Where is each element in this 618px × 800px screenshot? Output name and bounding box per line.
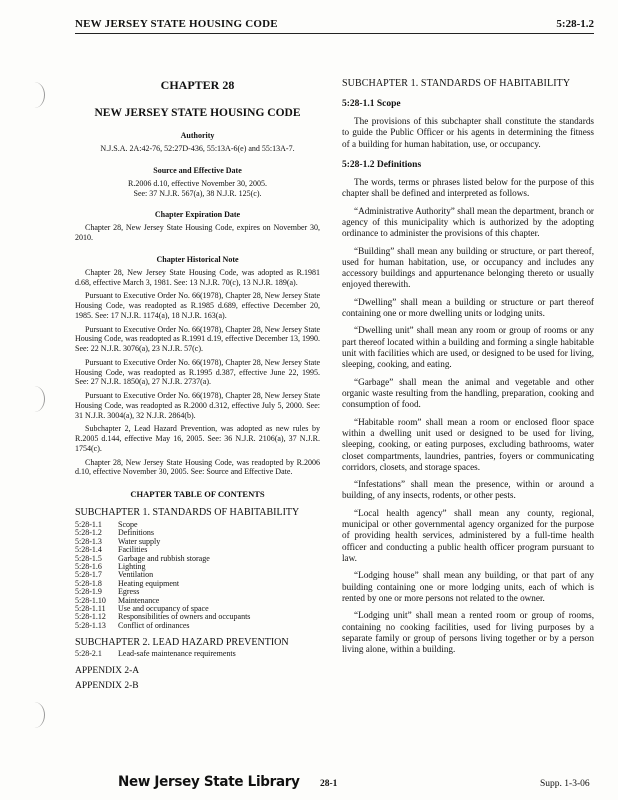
toc-subchapter-1: SUBCHAPTER 1. STANDARDS OF HABITABILITY <box>75 507 300 518</box>
appendix-a: APPENDIX 2-A <box>75 666 140 677</box>
definition-paragraph: The words, terms or phrases listed below for the purpose of this chapter shall be defined and interpreted as follows. <box>342 176 594 199</box>
definition-paragraph: “Lodging house” shall mean any building, or that part of any building containing one or more lodging units, each of which is rented by one or more persons not related to the owner. <box>342 570 594 603</box>
appendix-b: APPENDIX 2-B <box>75 681 139 692</box>
source-line: See: 37 N.J.R. 567(a), 38 N.J.R. 125(c). <box>133 188 262 198</box>
definition-paragraph: “Building” shall mean any building or structure, or part thereof, used for human habitation, use, or occupancy and includes any accessory buildings and appurtenance belonging thereto or usually enjoyed therewith. <box>342 245 594 290</box>
subchapter-title: SUBCHAPTER 1. STANDARDS OF HABITABILITY <box>342 78 571 89</box>
definition-paragraph: “Infestations” shall mean the presence, within or around a building, of any insects, rodents, or other pests. <box>342 479 594 501</box>
toc-row: 5:28-1.9 Egress <box>75 587 140 597</box>
toc-row: 5:28-1.1 Scope <box>75 520 138 529</box>
history-note: Pursuant to Executive Order No. 66(1978), Chapter 28, New Jersey State Housing Code, was readopted as R.1985 d.689, effective December 20, 1985. See: 17 N.J.R. 1174(a), 18 N.J.R. 163(a). <box>75 291 320 320</box>
definition-paragraph: “Dwelling” shall mean a building or structure or part thereof containing one or more dwelling units or lodging units. <box>342 296 594 319</box>
history-note: Chapter 28, New Jersey State Housing Code, was adopted as R.1981 d.68, effective March 3, 1981. See: 13 N.J.R. 70(c), 13 N.J.R. 189(a). <box>75 267 320 287</box>
toc-row: 5:28-1.7 Ventilation <box>75 570 154 580</box>
section-code: 5:28-1.2 <box>556 18 594 30</box>
toc-heading: CHAPTER TABLE OF CONTENTS <box>130 489 265 499</box>
section-heading-scope: 5:28-1.1 Scope <box>342 99 401 109</box>
definition-paragraph: “Local health agency” shall mean any county, regional, municipal or other governmental agency organized for the purpose of providing health services, administered by a full-time health officer and conducting a public health officer program pursuant to law. <box>342 507 594 563</box>
toc-row: 5:28-1.6 Lighting <box>75 561 146 571</box>
toc-table <box>75 650 236 658</box>
toc-subchapter-2: SUBCHAPTER 2. LEAD HAZARD PREVENTION <box>75 637 289 649</box>
history-note: Subchapter 2, Lead Hazard Prevention, was adopted as new rules by R.2005 d.144, effective May 16, 2005. See: 36 N.J.R. 2106(a), 37 N.J.R. 1754(c). <box>75 424 320 453</box>
chapter-number: CHAPTER 28 <box>160 78 235 92</box>
supplement-date: Supp. 1-3-06 <box>540 779 590 789</box>
source-line: R.2006 d.10, effective November 30, 2005. <box>128 178 267 188</box>
page-number: 28-1 <box>320 779 338 789</box>
toc-row: 5:28-1.12 Responsibilities of owners and occupants <box>75 612 251 622</box>
history-note: Pursuant to Executive Order No. 66(1978), Chapter 28, New Jersey State Housing Code, was readopted as R.1995 d.387, effective June 22, 1995. See: 27 N.J.R. 1850(a), 27 N.J.R. 2737(a). <box>75 357 320 387</box>
history-note: Pursuant to Executive Order No. 66(1978), Chapter 28, New Jersey State Housing Code, was readopted as R.2000 d.312, effective July 5, 2000. See: 31 N.J.R. 3004(a), 32 N.J.R. 2864(b). <box>75 391 320 420</box>
toc-table <box>75 521 250 630</box>
scope-text: The provisions of this subchapter shall constitute the standards to guide the Public Officer or his agents in determining the fitness of a building for human habitation, use, or occupancy. <box>342 116 594 149</box>
section-heading-definitions: 5:28-1.2 Definitions <box>342 159 422 170</box>
history-note: Chapter 28, New Jersey State Housing Code, was readopted by R.2006 d.10, effective November 30, 2005. See: Source and Effective Date. <box>75 457 320 477</box>
toc-row: 5:28-1.5 Garbage and rubbish storage <box>75 553 210 563</box>
authority-heading: Authority <box>180 131 215 140</box>
punch-hole-mark <box>24 386 45 412</box>
history-note: Pursuant to Executive Order No. 66(1978), Chapter 28, New Jersey State Housing Code, was readopted as R.1991 d.19, effective December 13, 1990. See: 22 N.J.R. 3076(a), 23 N.J.R. 57(c). <box>75 324 320 353</box>
toc-row: 5:28-1.2 Definitions <box>75 528 154 538</box>
toc-row: 5:28-1.10 Maintenance <box>75 595 160 605</box>
definition-paragraph: “Lodging unit” shall mean a rented room or group of rooms, containing no cooking facilities, used for living purposes by a separate family or group of persons living together or by a person living alone, within a building. <box>342 610 594 655</box>
toc-row: 5:28-2.1 Lead-safe maintenance requirements <box>75 649 236 659</box>
authority-text: N.J.S.A. 2A:42-76, 52:27D-436, 55:13A-6(e) and 55:13A-7. <box>100 144 295 153</box>
definition-paragraph: “Administrative Authority” shall mean the department, branch or agency of this municipality which is authorized by the adopting ordinance to administer the provisions of this chapter. <box>342 205 594 239</box>
running-title: NEW JERSEY STATE HOUSING CODE <box>75 18 278 30</box>
toc-row: 5:28-1.13 Conflict of ordinances <box>75 620 190 630</box>
definition-paragraph: “Garbage” shall mean the animal and vegetable and other organic waste resulting from the handling, preparation, cooking and consumption of food. <box>342 376 594 410</box>
header-rule <box>75 33 594 34</box>
history-heading: Chapter Historical Note <box>156 254 239 264</box>
toc-row: 5:28-1.11 Use and occupancy of space <box>75 603 209 613</box>
source-heading: Source and Effective Date <box>153 165 242 175</box>
expiration-heading: Chapter Expiration Date <box>154 210 241 220</box>
definition-paragraph: “Habitable room” shall mean a room or enclosed floor space within a dwelling unit used or designed to be used for living, sleeping, cooking, or eating purposes, excluding bathrooms, water closet compartments, laundries, pantries, foyers or communicating corridors, closets, and storage spaces. <box>342 416 594 472</box>
library-watermark: New Jersey State Library <box>118 773 300 791</box>
punch-hole-mark <box>24 702 45 728</box>
chapter-title: NEW JERSEY STATE HOUSING CODE <box>94 107 301 119</box>
punch-hole-mark <box>24 82 45 108</box>
expiration-text: Chapter 28, New Jersey State Housing Code, expires on November 30, 2010. <box>75 223 320 242</box>
toc-row: 5:28-1.4 Facilities <box>75 545 148 555</box>
toc-row: 5:28-1.3 Water supply <box>75 536 161 546</box>
toc-row: 5:28-1.8 Heating equipment <box>75 578 180 588</box>
left-column <box>75 78 320 691</box>
definition-paragraph: “Dwelling unit” shall mean any room or group of rooms or any part thereof located within a building and forming a single habitable unit with facilities which are used, or designed to be used for living, sleeping, cooking, and eating. <box>342 325 594 370</box>
right-column <box>342 78 594 656</box>
